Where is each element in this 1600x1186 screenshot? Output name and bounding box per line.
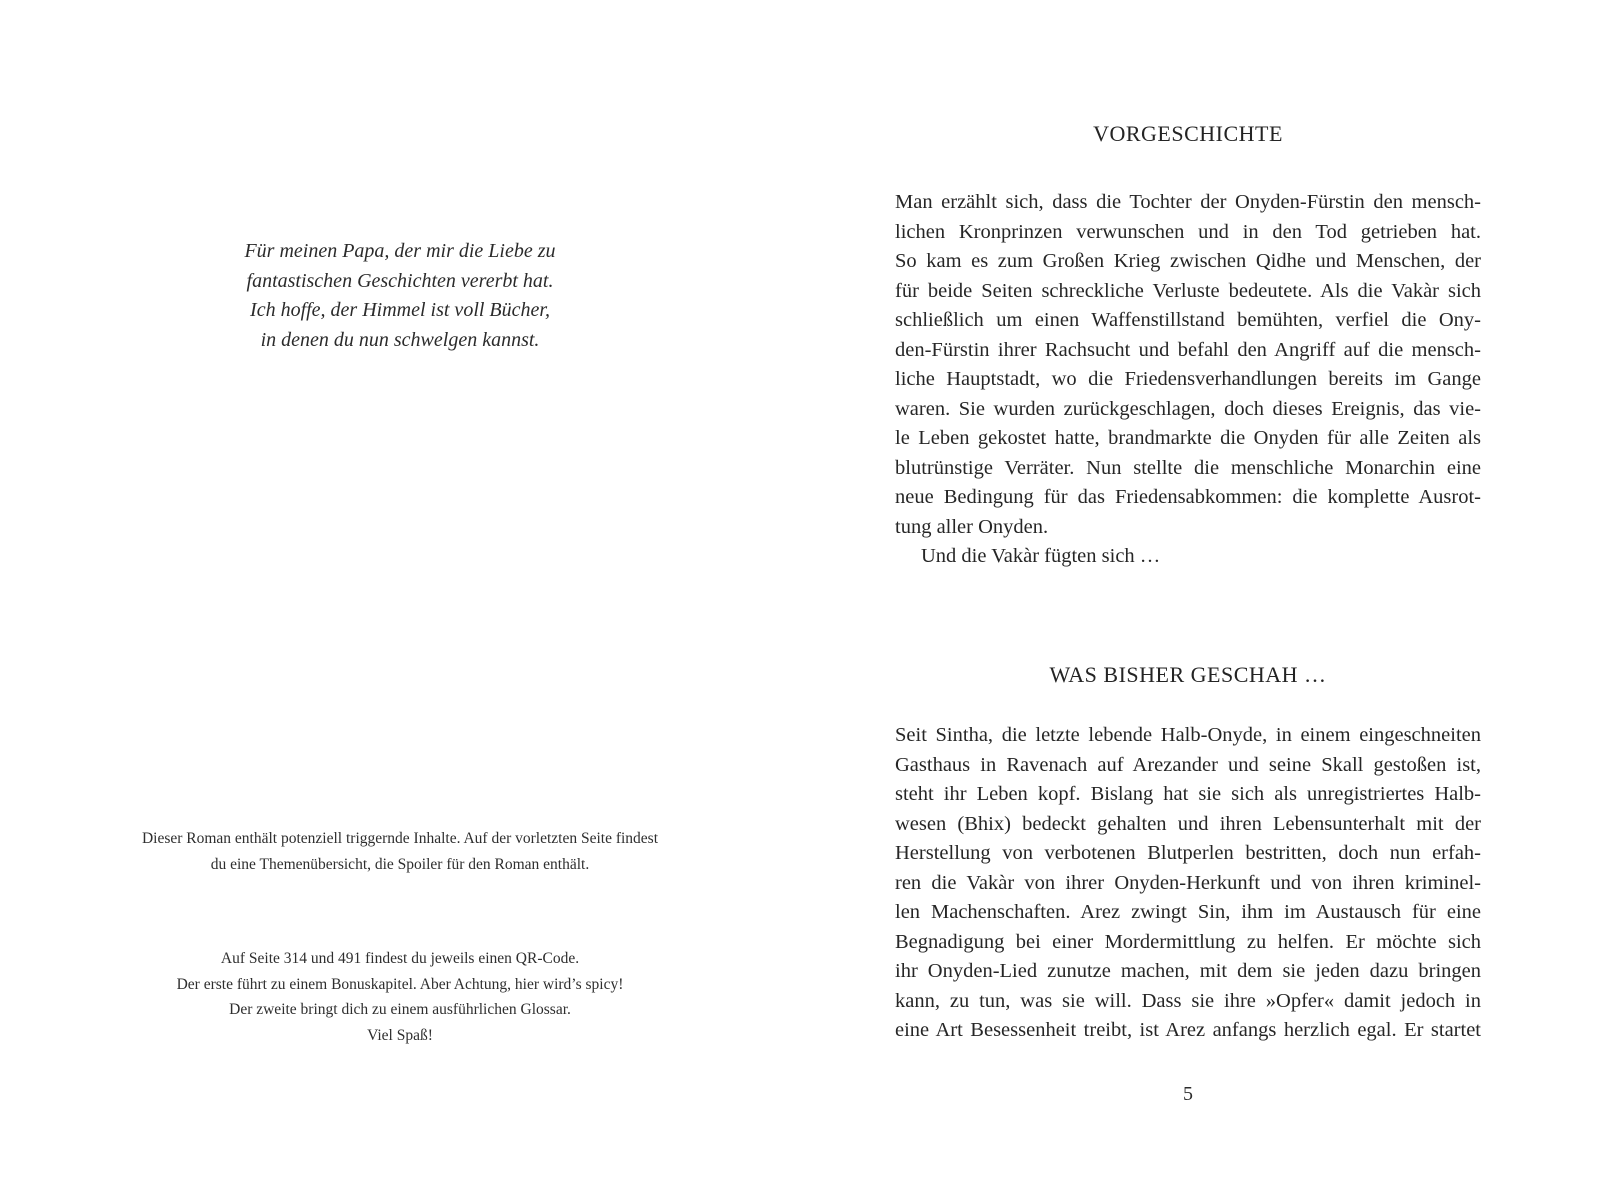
note-line: Der zweite bringt dich zu einem ausführlichen Glossar. [229, 1001, 571, 1018]
text-line: liche Hauptstadt, wo die Friedensverhandlungen bereits im Gange [895, 368, 1481, 390]
note-line: Auf Seite 314 und 491 findest du jeweils einen QR-Code. [220, 950, 580, 967]
text-line: ihr Onyden-Lied zunutze machen, mit dem sie jeden dazu bringen [895, 960, 1481, 982]
dedication-line: in denen du nun schwelgen kannst. [260, 328, 540, 351]
text-line: kann, zu tun, was sie will. Dass sie ihre »Opfer« damit jedoch in [895, 989, 1481, 1012]
text-line: ren die Vakàr von ihrer Onyden-Herkunft und von ihren kriminel- [895, 871, 1481, 894]
text-line: waren. Sie wurden zurückgeschlagen, doch dieses Ereignis, das vie- [895, 397, 1481, 420]
text-line: Seit Sintha, die letzte lebende Halb-Onyde, in einem eingeschneiten [895, 724, 1481, 746]
text-line: Man erzählt sich, dass die Tochter der Onyden-Fürstin den mensch- [895, 191, 1481, 213]
text-line: Gasthaus in Ravenach auf Arezander und seine Skall gestoßen ist, [895, 753, 1481, 776]
dedication-line: Ich hoffe, der Himmel ist voll Bücher, [250, 299, 550, 321]
section-heading-was-bisher-geschah: WAS BISHER GESCHAH … [1049, 662, 1327, 687]
text-line: eine Art Besessenheit treibt, ist Arez anfangs herzlich egal. Er startet [895, 1019, 1481, 1041]
paragraph-vorgeschichte [895, 188, 1481, 542]
text-line: den-Fürstin ihrer Rachsucht und befahl den Angriff auf die mensch- [895, 338, 1481, 361]
dedication-line: fantastischen Geschichten vererbt hat. [246, 269, 554, 292]
note-line: Viel Spaß! [367, 1026, 433, 1044]
text-line: Herstellung von verbotenen Blutperlen bestritten, doch nun erfah- [895, 842, 1481, 864]
text-line: schließlich um einen Waffenstillstand bemühten, verfiel die Ony- [895, 309, 1481, 331]
note-line: du eine Themenübersicht, die Spoiler für den Roman enthält. [210, 855, 590, 873]
right-page [800, 0, 1600, 1186]
text-line: So kam es zum Großen Krieg zwischen Qidhe und Menschen, der [895, 250, 1481, 272]
text-line: für beide Seiten schreckliche Verluste bedeutete. Als die Vakàr sich [895, 279, 1481, 302]
content-warning-note [40, 826, 760, 877]
text-line: wesen (Bhix) bedeckt gehalten und ihren Lebensunterhalt mit der [895, 812, 1481, 835]
page-number: 5 [1183, 1083, 1193, 1105]
text-line: lichen Kronprinzen verwunschen und in den Tod getrieben hat. [895, 220, 1481, 243]
text-line: neue Bedingung für das Friedensabkommen: die komplette Ausrot- [895, 486, 1481, 508]
qr-code-note [40, 946, 760, 1048]
text-line: blutrünstige Verräter. Nun stellte die menschliche Monarchin eine [895, 456, 1481, 479]
text-line: Begnadigung bei einer Mordermittlung zu helfen. Er möchte sich [895, 930, 1481, 953]
section-heading-vorgeschichte: VORGESCHICHTE [1093, 121, 1283, 146]
dedication [40, 237, 760, 355]
text-line: le Leben gekostet hatte, brandmarkte die Onyden für alle Zeiten als [895, 427, 1481, 449]
closing-line-vakar: Und die Vakàr fügten sich … [921, 545, 1161, 567]
text-line: steht ihr Leben kopf. Bislang hat sie sich als unregistriertes Halb- [895, 783, 1481, 805]
paragraph-was-bisher-geschah [895, 721, 1481, 1046]
dedication-line: Für meinen Papa, der mir die Liebe zu [244, 240, 556, 262]
text-line: len Machenschaften. Arez zwingt Sin, ihm im Austausch für eine [895, 901, 1481, 923]
note-line: Der erste führt zu einem Bonuskapitel. Aber Achtung, hier wird’s spicy! [176, 975, 624, 993]
note-line: Dieser Roman enthält potenziell triggernde Inhalte. Auf der vorletzten Seite findest [141, 830, 659, 847]
text-line: tung aller Onyden. [895, 515, 1049, 538]
